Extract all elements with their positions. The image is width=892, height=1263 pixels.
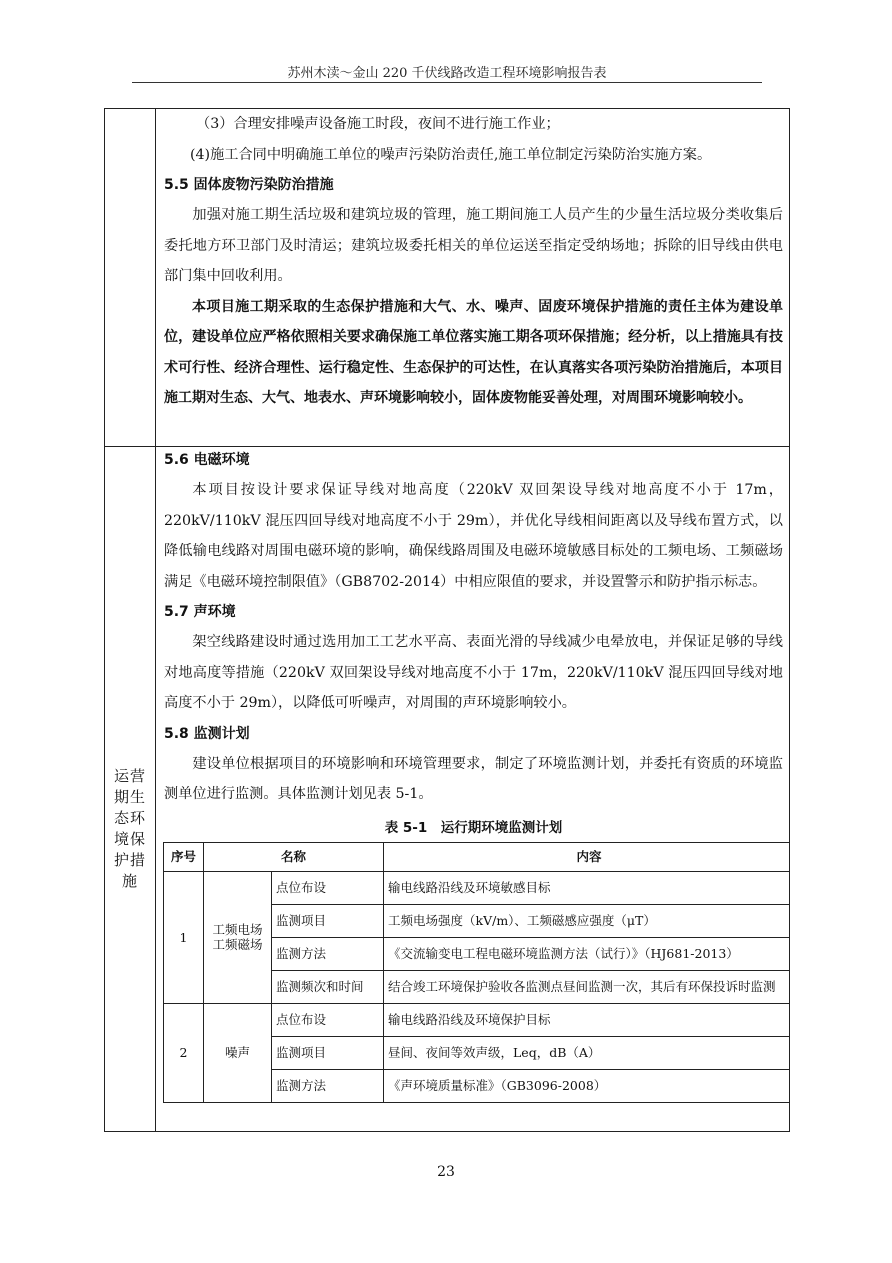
monitoring-paragraph: 建设单位根据项目的环境影响和环境管理要求，制定了环境监测计划，并委托有资质的环境监测单位进行监测。具体监测计划见表 5-1。 [164, 755, 783, 802]
heading-monitoring-plan: 5.8 监测计划 [164, 725, 250, 742]
table-caption: 表 5-1 运行期环境监测计划 [384, 819, 563, 836]
row-content: 输电线路沿线及环境敏感目标 [384, 871, 790, 904]
row-item: 监测方法 [272, 937, 384, 970]
row-item: 监测频次和时间 [272, 970, 384, 1003]
page-number: 23 [437, 1164, 455, 1180]
noise-measure-4: (4)施工合同中明确施工单位的噪声污染防治责任,施工单位制定污染防治实施方案。 [190, 146, 712, 163]
row-content: 《声环境质量标准》（GB3096-2008） [384, 1069, 790, 1102]
construction-content [156, 109, 789, 446]
heading-electromagnetic: 5.6 电磁环境 [164, 452, 250, 468]
row-item: 点位布设 [272, 1003, 384, 1036]
solid-waste-paragraph: 加强对施工期生活垃圾和建筑垃圾的管理，施工期间施工人员产生的少量生活垃圾分类收集后委托地方环卫部门及时清运；建筑垃圾委托相关的单位运送至指定受纳场地；拆除的旧导线由供电部门集中回收利用。 [164, 207, 783, 284]
electromagnetic-paragraph: 本项目按设计要求保证导线对地高度（220kV 双回架设导线对地高度不小于 17m，220kV/110kV 混压四回导线对地高度不小于 29m），并优化导线相间距离以及导线布置方式，以降低输电线路对周围电磁环境的影响，确保线路周围及电磁环境敏感目标处的工频电场、工频磁场满足《电磁环境控制限值》（GB8702-2014）中相应限值的要求，并设置警示和防护指示标志。 [164, 482, 783, 590]
table-row [164, 871, 790, 904]
construction-conclusion: 本项目施工期采取的生态保护措施和大气、水、噪声、固废环境保护措施的责任主体为建设单位，建设单位应严格依照相关要求确保施工单位落实施工期各项环保措施；经分析，以上措施具有技术可行性、经济合理性、运行稳定性、生态保护的可达性，在认真落实各项污染防治措施后，本项目施工期对生态、大气、地表水、声环境影响较小，固体废物能妥善处理，对周围环境影响较小。 [164, 298, 783, 406]
heading-solid-waste: 5.5 固体废物污染防治措施 [164, 177, 334, 193]
acoustic-paragraph: 架空线路建设时通过选用加工工艺水平高、表面光滑的导线减少电晕放电，并保证足够的导线对地高度等措施（220kV 双回架设导线对地高度不小于 17m，220kV/110kV 混压四回导线对地高度不小于 29m），以降低可听噪声，对周围的声环境影响较小。 [164, 634, 783, 711]
row-item: 监测方法 [272, 1069, 384, 1102]
construction-label-cell [105, 109, 156, 446]
header-no: 序号 [164, 842, 204, 871]
row-content: 昼间、夜间等效声级，Leq，dB（A） [384, 1036, 790, 1069]
measures-table [104, 108, 790, 1132]
row-content: 结合竣工环境保护验收各监测点昼间监测一次，其后有环保投诉时监测 [384, 970, 790, 1003]
operation-label-cell [105, 447, 156, 1131]
row-content: 工频电场强度（kV/m）、工频磁感应强度（μT） [384, 904, 790, 937]
group2-name: 噪声 [204, 1003, 272, 1102]
page-header: 苏州木渎～金山 220 千伏线路改造工程环境影响报告表 [287, 66, 607, 81]
group1-no: 1 [164, 871, 204, 1003]
operation-content [156, 447, 789, 1131]
row-content: 《交流输变电工程电磁环境监测方法（试行）》（HJ681-2013） [384, 937, 790, 970]
monitoring-plan-table [163, 842, 789, 1103]
table-row [164, 1003, 790, 1036]
heading-acoustic: 5.7 声环境 [164, 604, 236, 620]
operation-label: 运营期生态环境保护措施 [114, 767, 147, 890]
row-item: 点位布设 [272, 871, 384, 904]
group2-no: 2 [164, 1003, 204, 1102]
row-item: 监测项目 [272, 904, 384, 937]
table-header-row [164, 842, 790, 871]
row-item: 监测项目 [272, 1036, 384, 1069]
header-divider [132, 82, 762, 83]
noise-measure-3: （3）合理安排噪声设备施工时段，夜间不进行施工作业； [196, 116, 560, 132]
group1-name: 工频电场工频磁场 [204, 871, 272, 1003]
header-name: 名称 [204, 842, 384, 871]
header-content: 内容 [384, 842, 790, 871]
construction-measures-row [105, 109, 789, 447]
operation-measures-row [105, 447, 789, 1131]
row-content: 输电线路沿线及环境保护目标 [384, 1003, 790, 1036]
